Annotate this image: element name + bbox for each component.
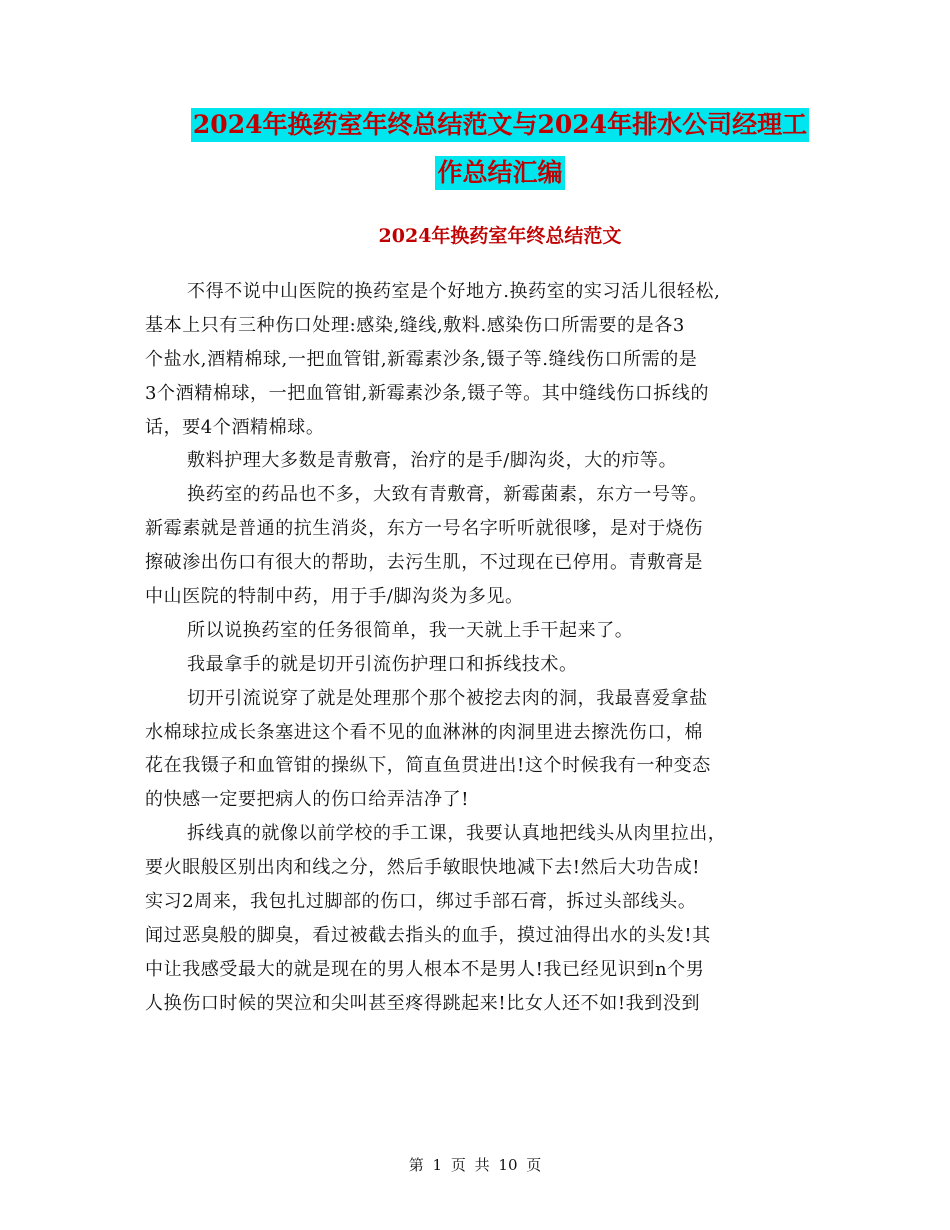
text-line: 个盐水,酒精棉球,一把血管钳,新霉素沙条,镊子等.缝线伤口所需的是	[145, 348, 698, 370]
footer-total-prefix: 共	[474, 1156, 490, 1174]
text-line: 水棉球拉成长条塞进这个看不见的血淋淋的肉洞里进去擦洗伤口，棉	[145, 721, 703, 743]
title-line-2: 作总结汇编	[435, 156, 564, 190]
footer-total-label: 页	[526, 1156, 542, 1174]
text-line: 中让我感受最大的就是现在的男人根本不是男人!我已经见识到n个男	[145, 958, 705, 980]
text-line: 基本上只有三种伤口处理:感染,缝线,敷料.感染伤口所需要的是各3	[145, 314, 685, 336]
text-line: 换药室的药品也不多，大致有青敷膏，新霉菌素，东方一号等。	[187, 484, 708, 506]
text-line: 3个酒精棉球，一把血管钳,新霉素沙条,镊子等。其中缝线伤口拆线的	[145, 382, 710, 404]
text-line: 拆线真的就像以前学校的手工课，我要认真地把线头从肉里拉出，	[187, 823, 727, 845]
text-line: 实习2周来，我包扎过脚部的伤口，绑过手部石膏，拆过头部线头。	[145, 891, 697, 913]
text-line: 中山医院的特制中药，用于手/脚沟炎为多见。	[145, 586, 524, 608]
text-line: 我最拿手的就是切开引流伤护理口和拆线技术。	[187, 653, 578, 675]
section-heading: 2024年换药室年终总结范文	[378, 225, 622, 247]
footer-page-label: 页	[450, 1156, 466, 1174]
text-line: 人换伤口时候的哭泣和尖叫甚至疼得跳起来!比女人还不如!我到没到	[145, 992, 701, 1014]
text-line: 敷料护理大多数是青敷膏，治疗的是手/脚沟炎，大的疖等。	[187, 450, 678, 472]
footer-prefix: 第	[408, 1156, 424, 1174]
text-line: 要火眼般区别出肉和线之分，然后手敏眼快地减下去!然后大功告成!	[145, 857, 701, 879]
text-line: 擦破渗出伤口有很大的帮助，去污生肌，不过现在已停用。青敷膏是	[145, 552, 703, 574]
text-line: 所以说换药室的任务很简单，我一天就上手干起来了。	[187, 619, 634, 641]
text-line: 新霉素就是普通的抗生消炎，东方一号名字听听就很嗲，是对于烧伤	[145, 518, 703, 540]
text-line: 切开引流说穿了就是处理那个那个被挖去肉的洞，我最喜爱拿盐	[187, 687, 708, 709]
text-line: 闻过恶臭般的脚臭，看过被截去指头的血手，摸过油得出水的头发!其	[145, 924, 711, 946]
footer-page-number: 1	[432, 1156, 443, 1174]
text-line: 不得不说中山医院的换药室是个好地方.换药室的实习活儿很轻松,	[187, 281, 721, 302]
page-footer	[0, 1154, 950, 1176]
title-line-1: 2024年换药室年终总结范文与2024年排水公司经理工	[191, 108, 809, 142]
document-title	[140, 108, 860, 204]
text-line: 的快感一定要把病人的伤口给弄洁净了!	[145, 789, 470, 811]
body-text	[145, 275, 810, 1021]
footer-total-pages: 10	[498, 1156, 518, 1174]
text-line: 话，要4个酒精棉球。	[145, 416, 325, 438]
text-line: 花在我镊子和血管钳的操纵下，简直鱼贯进出!这个时候我有一种变态	[145, 755, 711, 777]
